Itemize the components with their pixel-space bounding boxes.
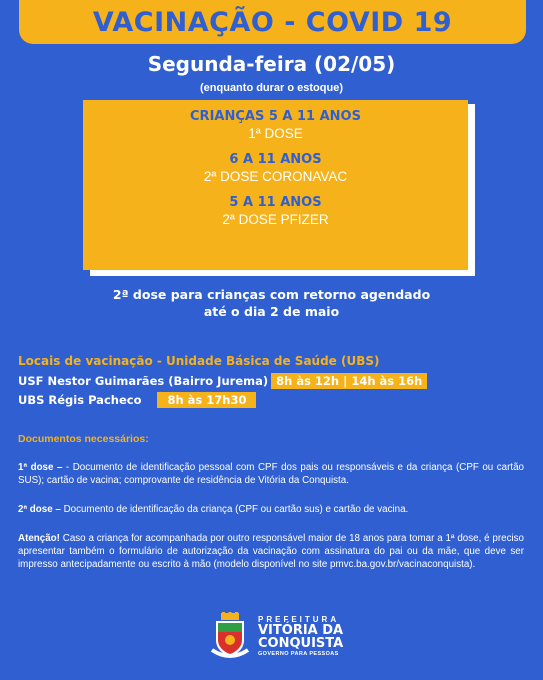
logo-city-line: CONQUISTA: [258, 636, 344, 652]
note-line: até o dia 2 de maio: [203, 304, 340, 319]
date-heading: Segunda-feira (02/05): [147, 52, 396, 76]
dose-group-text: 2ª DOSE PFIZER: [222, 212, 329, 227]
dose-groups-box: [83, 100, 468, 270]
location-row: [18, 373, 427, 389]
location-hours: 8h às 17h30: [157, 392, 256, 408]
header-banner: [19, 0, 526, 44]
prefeitura-logo: [210, 612, 343, 662]
location-name: UBS Régis Pacheco: [18, 393, 142, 407]
first-dose-text: - Documento de identificação pessoal com CPF dos pais ou responsáveis e da criança (CPF ou cartão SUS); cartão de vacina; comprovante de residência de Vitória da Conquista.: [18, 462, 524, 486]
location-row: [18, 392, 256, 408]
dose-group-title: 6 A 11 ANOS: [229, 152, 322, 167]
dose-group: [83, 152, 468, 184]
note-line: 2ª dose para crianças com retorno agendado: [112, 287, 431, 302]
logo-slogan: GOVERNO PARA PESSOAS: [258, 651, 339, 658]
dose-group-title: CRIANÇAS 5 A 11 ANOS: [190, 109, 361, 124]
first-dose-documents: [18, 461, 524, 487]
documents-title: Documentos necessários:: [18, 433, 149, 445]
dose-group: [83, 195, 468, 227]
stock-note: (enquanto durar o estoque): [200, 82, 343, 94]
attention-text: Caso a criança for acompanhada por outro responsável maior de 18 anos para tomar a 1ª dose, é preciso apresentar também o formulário de autorização da vacinação com assinatura do pai ou da mãe, que deve ser impresso antecipadamente ou escrito à mão (modelo disponível no site pmvc.ba.gov.br/vacinaconquista).: [18, 533, 525, 570]
coat-of-arms-icon: [210, 612, 250, 662]
page-title: VACINAÇÃO - COVID 19: [92, 6, 453, 38]
logo-text: [258, 616, 343, 658]
dose-group-text: 2ª DOSE CORONAVAC: [203, 169, 348, 184]
second-dose-label: 2ª dose –: [18, 504, 64, 515]
attention-label: Atenção!: [18, 533, 63, 544]
dose-group-text: 1ª DOSE: [248, 126, 303, 141]
first-dose-label: 1ª dose –: [18, 462, 66, 473]
dose-group-title: 5 A 11 ANOS: [229, 195, 322, 210]
locations-title: Locais de vacinação - Unidade Básica de Saúde (UBS): [18, 354, 380, 368]
second-dose-documents: [18, 503, 524, 516]
location-name: USF Nestor Guimarães (Bairro Jurema): [18, 374, 269, 388]
second-dose-note: [0, 286, 543, 320]
second-dose-text: Documento de identificação da criança (CPF ou cartão sus) e cartão de vacina.: [63, 504, 409, 515]
dose-group: [83, 109, 468, 141]
logo-prefix: PREFEITURA: [258, 615, 340, 625]
logo-city-line: VITÓRIA DA: [258, 623, 344, 639]
location-hours: 8h às 12h | 14h às 16h: [271, 373, 427, 389]
attention-paragraph: [18, 532, 524, 571]
